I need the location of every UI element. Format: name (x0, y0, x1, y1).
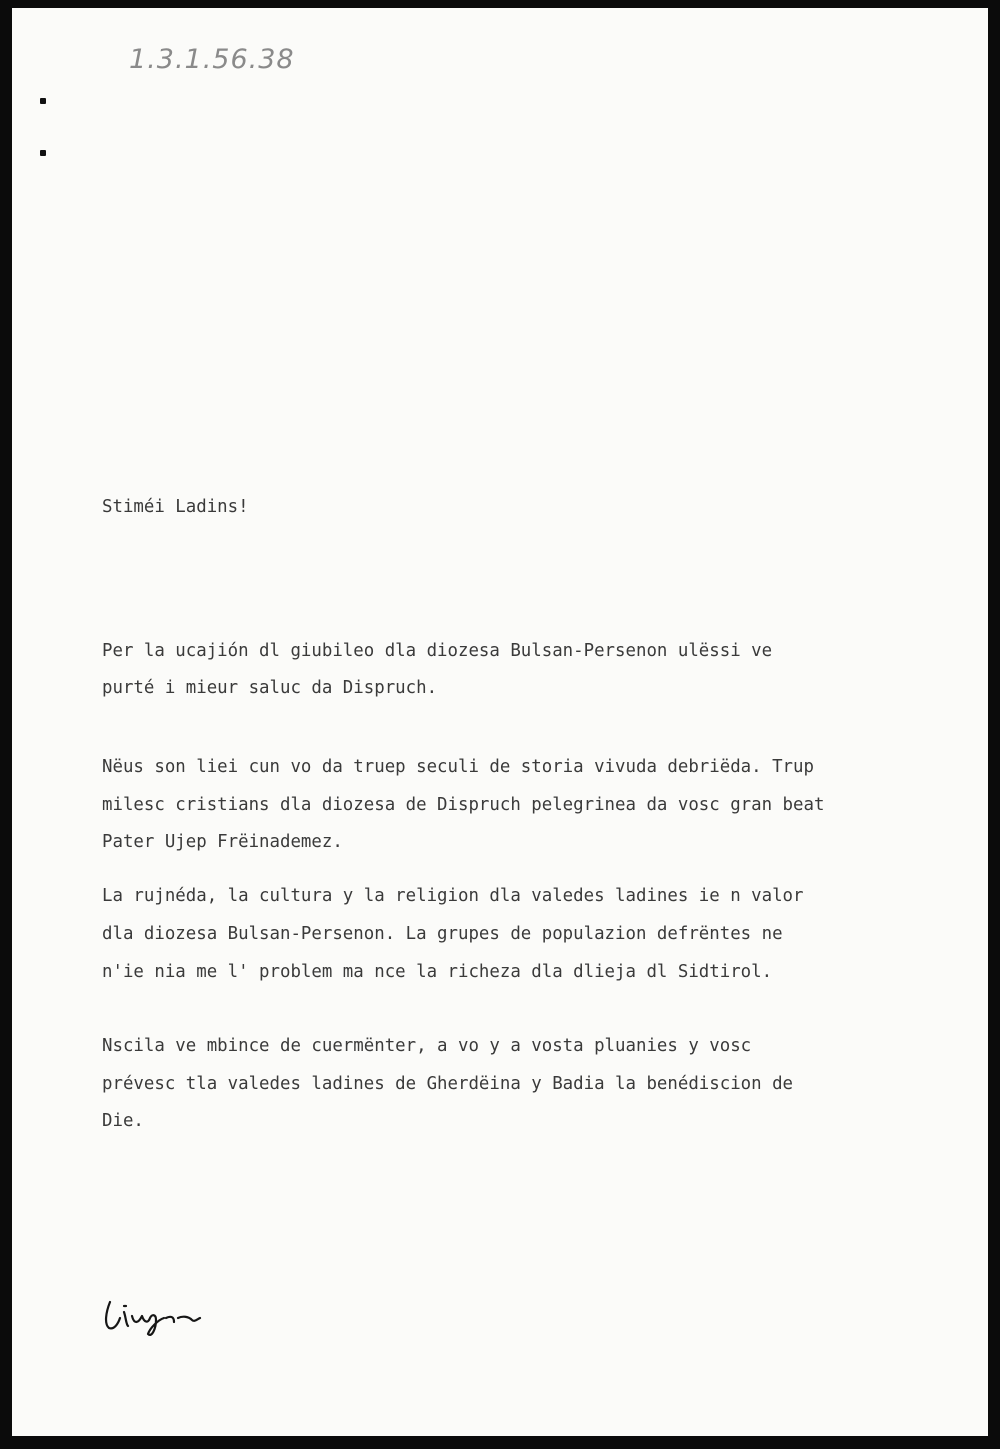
paragraph-4-line-1: Nscila ve mbince de cuermënter, a vo y a vosta pluanies y vosc (102, 1036, 752, 1056)
archive-reference-number: 1.3.1.56.38 (129, 44, 295, 75)
document-page (12, 8, 988, 1436)
paragraph-3-line-2: dla diozesa Bulsan-Persenon. La grupes de populazion defrëntes ne (102, 924, 783, 944)
punch-hole-mark (40, 150, 46, 156)
paragraph-2-line-3: Pater Ujep Frëinademez. (102, 832, 343, 852)
paragraph-2-line-1: Nëus son liei cun vo da truep seculi de storia vivuda debriëda. Trup (102, 757, 814, 777)
punch-hole-mark (40, 98, 46, 104)
paragraph-4-line-2: prévesc tla valedes ladines de Gherdëina y Badia la benédiscion de (102, 1074, 794, 1094)
paragraph-1-line-2: purté i mieur saluc da Dispruch. (102, 678, 438, 698)
paragraph-1-line-1: Per la ucajión dl giubileo dla diozesa Bulsan-Persenon ulëssi ve (102, 641, 773, 661)
paragraph-4-line-3: Die. (102, 1111, 144, 1131)
paragraph-3-line-3: n'ie nia me l' problem ma nce la richeza dla dlieja dl Sidtirol. (102, 962, 773, 982)
handwritten-signature (104, 1294, 214, 1344)
paragraph-3-line-1: La rujnéda, la cultura y la religion dla valedes ladines ie n valor (102, 886, 804, 906)
salutation: Stiméi Ladins! (102, 497, 249, 517)
paragraph-2-line-2: milesc cristians dla diozesa de Dispruch pelegrinea da vosc gran beat (102, 795, 825, 815)
